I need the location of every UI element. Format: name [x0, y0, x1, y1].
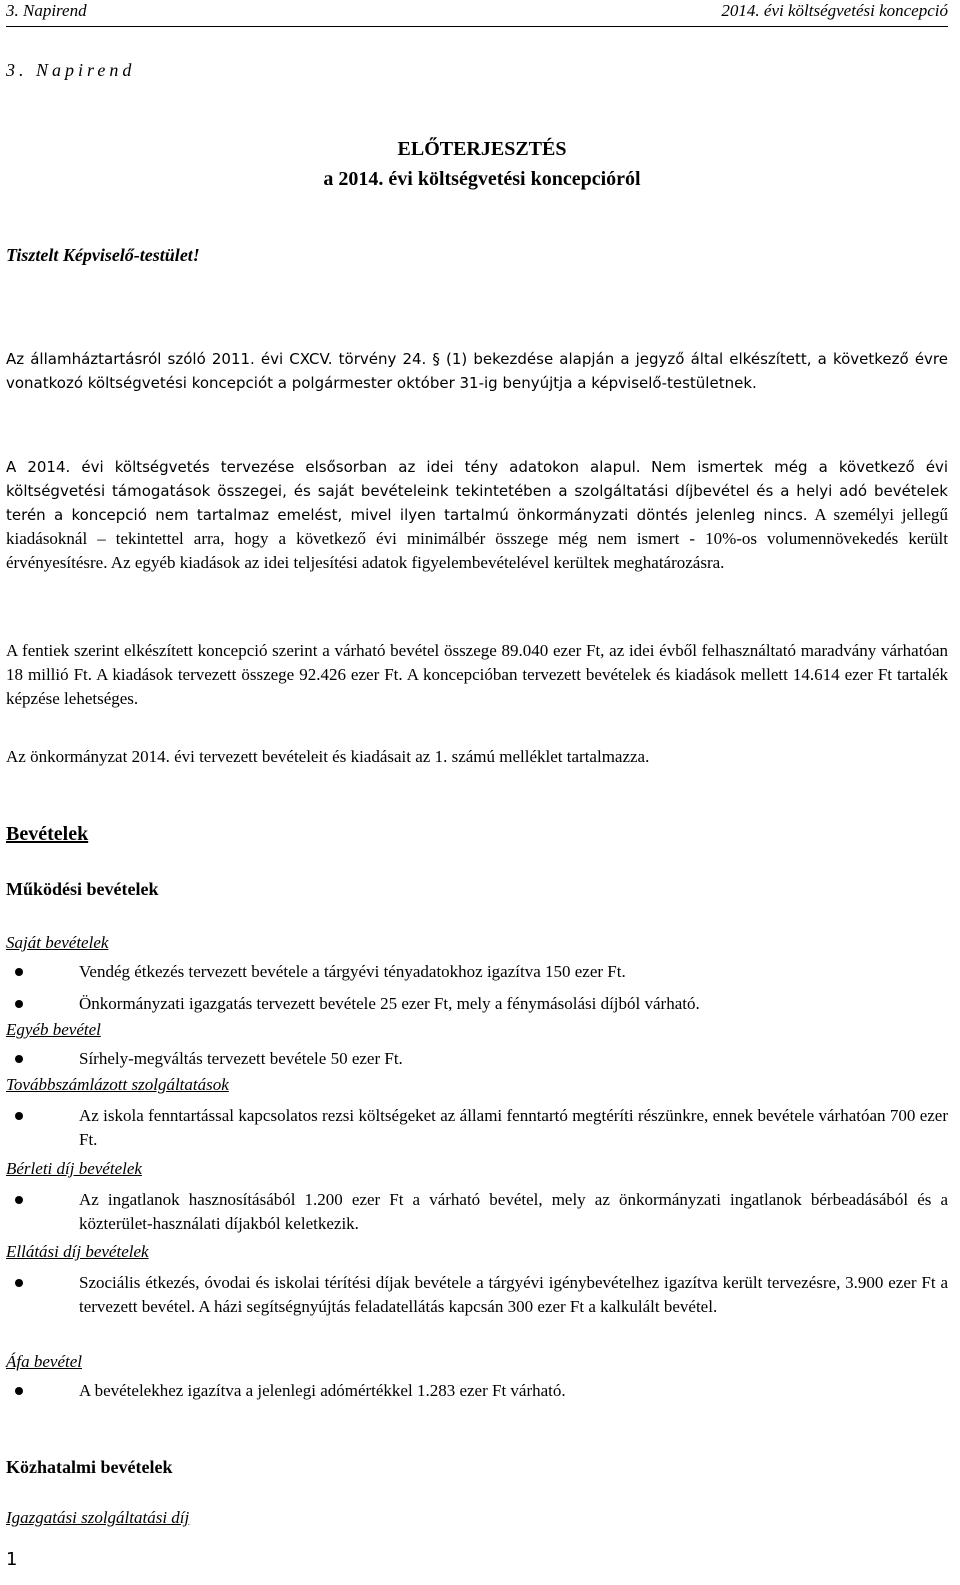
list-item-text: Vendég étkezés tervezett bevétele a tárgyévi tényadatokhoz igazítva 150 ezer Ft. [79, 962, 626, 981]
category-tovabbszamlazott: Továbbszámlázott szolgáltatások [6, 1075, 229, 1094]
category-afa: Áfa bevétel [6, 1352, 82, 1371]
header-right: 2014. évi költségvetési koncepció [721, 1, 948, 20]
subheading-kozhatalmi: Közhatalmi bevételek [6, 1457, 173, 1477]
paragraph-annex: Az önkormányzat 2014. évi tervezett bevételeit és kiadásait az 1. számú melléklet tartalmazza. [6, 747, 650, 766]
list-item-text: Sírhely-megváltás tervezett bevétele 50 ezer Ft. [79, 1049, 403, 1068]
agenda-heading: 3. Napirend [6, 60, 136, 80]
category-ellatasi: Ellátási díj bevételek [6, 1242, 149, 1261]
salutation: Tisztelt Képviselő-testület! [6, 245, 200, 265]
paragraph-legal-basis [6, 347, 948, 395]
bullet-icon [15, 1112, 23, 1120]
paragraph-totals: A fentiek szerint elkészített koncepció szerint a várható bevétel összege 89.040 ezer Ft, az idei évből felhasználtató maradvány várhatóan 18 millió Ft. A kiadások tervezett összege 92.426 ezer Ft. A koncepcióban tervezett bevételek és kiadások mellett 14.614 ezer Ft tartalék képzése lehetséges. [6, 641, 948, 708]
bullet-icon [15, 968, 23, 976]
title-line-1: ELŐTERJESZTÉS [397, 138, 567, 160]
list-item-text: Az iskola fenntartással kapcsolatos rezsi költségeket az állami fenntartó megtéríti részünkre, ennek bevétele várhatóan 700 ezer Ft. [79, 1106, 948, 1149]
paragraph-planning [6, 455, 948, 575]
paragraph-text: Az államháztartásról szóló 2011. évi CXCV. törvény 24. § (1) bekezdése alapján a jegyző által elkészített, a következő évre vonatkozó költségvetési koncepciót a polgármester október 31-ig benyújtja a képviselő-testületnek. [6, 350, 948, 392]
category-sajat: Saját bevételek [6, 933, 109, 952]
bullet-icon [15, 1387, 23, 1395]
list-item-text: Önkormányzati igazgatás tervezett bevétele 25 ezer Ft, mely a fénymásolási díjból várható. [79, 994, 700, 1013]
document-page [6, 0, 948, 1585]
subheading-mukodesi: Működési bevételek [6, 879, 159, 899]
document-title [6, 134, 948, 194]
category-berleti: Bérleti díj bevételek [6, 1159, 142, 1178]
header-left: 3. Napirend [6, 1, 87, 20]
running-header [6, 0, 948, 27]
bullet-icon [15, 1279, 23, 1287]
list-item-text: A bevételekhez igazítva a jelenlegi adómértékkel 1.283 ezer Ft várható. [79, 1381, 566, 1400]
list-item-text: Szociális étkezés, óvodai és iskolai térítési díjak bevétele a tárgyévi igénybevételhez igazítva került tervezésre, 3.900 ezer Ft a tervezett bevétel. A házi segítségnyújtás feladatellátás kapcsán 300 ezer Ft a kalkulált bevétel. [79, 1273, 948, 1316]
category-igazgatasi: Igazgatási szolgáltatási díj [6, 1508, 190, 1527]
paragraph-text-serif: A személyi jellegű kiadásoknál – tekintettel arra, hogy a következő évi minimálbér összege még nem ismert - 10%-os volumennövekedés került érvényesítésre. Az egyéb kiadások az idei teljesítési adatok figyelembevételével kerültek meghatározásra. [6, 505, 948, 572]
paragraph-lead: A 2014. évi költségvetés tervezése elsősorban az idei tény adatokon alapul. [6, 458, 641, 476]
paragraph-text: Nem ismertek még a következő évi költségvetési támogatások összegei, és saját bevételeink tekintetében a szolgáltatási díjbevétel és a helyi adó bevételek terén a koncepció nem tartalmaz emelést, mivel ilyen tartalmú önkormányzati döntés jelenleg nincs. [6, 458, 949, 524]
bullet-icon [15, 1000, 23, 1008]
bullet-icon [15, 1055, 23, 1063]
category-egyeb: Egyéb bevétel [6, 1020, 101, 1039]
page-number: 1 [6, 1549, 18, 1570]
title-line-2: a 2014. évi költségvetési koncepcióról [323, 168, 641, 190]
list-item-text: Az ingatlanok hasznosításából 1.200 ezer Ft a várható bevétel, mely az önkormányzati ingatlanok bérbeadásából és a közterület-használati díjakból keletkezik. [79, 1190, 948, 1233]
section-heading-bevetelek: Bevételek [6, 823, 89, 845]
bullet-icon [15, 1196, 23, 1204]
